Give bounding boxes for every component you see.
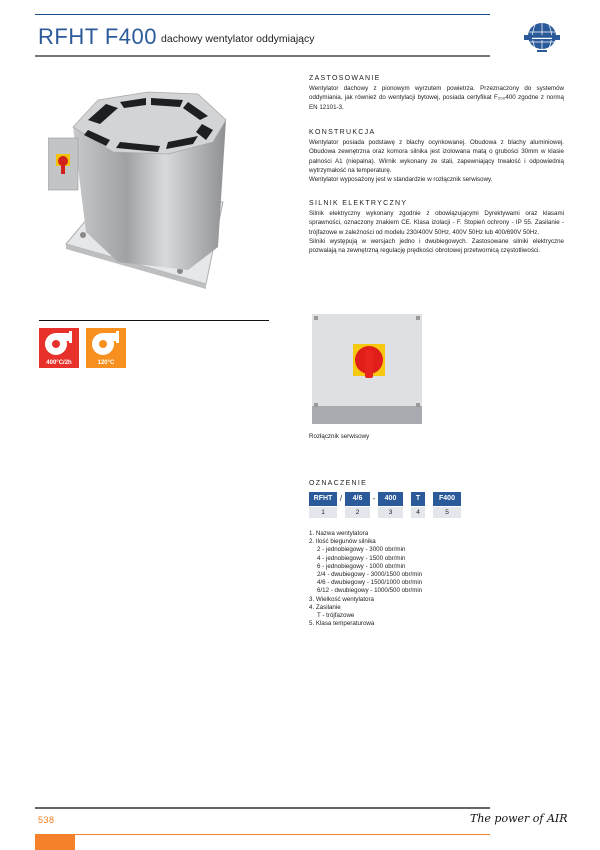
code-value: T <box>411 492 425 506</box>
product-name: RFHT F400 <box>38 24 158 49</box>
section-paragraph: Wentylator dachowy z pionowym wyrzutem powietrza. Przeznaczony do systemów oddymiania, jak również do wentylacji bytowej, posiada certyfikat F₂₀₀400 zgodne z normą EN 12101-3. <box>309 85 564 111</box>
code-cell-size <box>378 492 403 518</box>
section-heading: ZASTOSOWANIE <box>309 75 381 82</box>
service-switch-image <box>309 310 424 425</box>
code-index: 5 <box>433 507 461 518</box>
section-paragraph: Silniki występują w wersjach jedno i dwubiegowych. Zastosowane silniki elektryczne pozwalają na zewnętrzną regulację prędkości obrotowej przetwornicą częstotliwości. <box>309 237 564 255</box>
section-paragraph: Wentylator wyposażony jest w standardzie w rozłącznik serwisowy. <box>309 176 493 184</box>
code-separator: / <box>339 494 343 503</box>
code-separator: - <box>372 494 376 503</box>
code-cell-poles <box>345 492 370 518</box>
code-index: 3 <box>378 507 403 518</box>
section-paragraph: Wentylator posiada podstawę z blachy ocynkowanej. Obudowa z blachy aluminiowej. Obudowa zewnętrzna oraz komora silnika jest izolowana matą o grubości 30mm w klasie palności A1 (niepalna). Wirnik wykonany ze stali, zapewniający trwałość i odpowiednią wytrzymałość na temperaturę. <box>309 139 564 174</box>
left-divider <box>39 320 269 321</box>
legend-item: 1. Nazwa wentylatora <box>309 530 369 537</box>
code-index: 2 <box>345 507 370 518</box>
product-subtitle: dachowy wentylator oddymiający <box>161 33 315 45</box>
legend-subitem: 2 - jednobiegowy - 3000 obr/min <box>317 546 406 554</box>
switch-caption: Rozłącznik serwisowy <box>309 433 370 440</box>
legend-subitem: 4/6 - dwubiegowy - 1500/1000 obr/min <box>317 579 423 587</box>
section-heading: KONSTRUKCJA <box>309 129 376 136</box>
section-application <box>309 74 564 112</box>
code-value: 4/6 <box>345 492 370 506</box>
designation-code-row <box>309 492 461 518</box>
fan-temperature-icon <box>86 328 126 360</box>
section-motor <box>309 199 564 255</box>
code-index: 1 <box>309 507 337 518</box>
badge-label: 120°C <box>97 360 115 366</box>
legend-item: 4. Zasilanie <box>309 603 341 611</box>
footer-rule <box>35 807 490 809</box>
page-number: 538 <box>38 815 55 825</box>
page-title <box>38 24 315 52</box>
legend-subitem: 2/4 - dwubiegowy - 3000/1500 obr/min <box>317 571 423 579</box>
code-cell-supply <box>411 492 425 518</box>
legend-item: 5. Klasa temperaturowa <box>309 620 375 628</box>
code-cell-temp-class <box>433 492 461 518</box>
legend-subitem: T - trójfazowe <box>317 612 355 620</box>
badge-label: 400°C/2h <box>46 360 72 366</box>
footer-orange-line <box>35 834 490 835</box>
legend-subitem: 6 - jednobiegowy - 1000 obr/min <box>317 562 406 570</box>
code-value: RFHT <box>309 492 337 506</box>
code-value: F400 <box>433 492 461 506</box>
designation-title: OZNACZENIE <box>309 480 368 487</box>
code-index: 4 <box>411 507 425 518</box>
legend-item: 2. Ilość biegunów silnika <box>309 538 376 546</box>
fan-temperature-icon <box>39 328 79 360</box>
code-cell-name <box>309 492 337 518</box>
header-top-rule <box>35 14 490 15</box>
footer-orange-block <box>35 834 75 850</box>
svg-text:▬▬▬▬▬: ▬▬▬▬▬ <box>532 35 552 40</box>
tagline: The power of AIR <box>470 812 568 825</box>
section-heading: SILNIK ELEKTRYCZNY <box>309 200 408 207</box>
company-logo-icon <box>520 20 564 54</box>
header-bottom-rule <box>35 55 490 57</box>
badge-temp-120 <box>86 328 126 368</box>
legend-item: 3. Wielkość wentylatora <box>309 595 374 603</box>
fan-product-image <box>48 72 273 302</box>
legend-subitem: 4 - jednobiegowy - 1500 obr/min <box>317 554 406 562</box>
legend-subitem: 6/12 - dwubiegowy - 1000/500 obr/min <box>317 587 423 595</box>
designation-legend <box>309 530 422 628</box>
section-construction <box>309 128 564 184</box>
badge-temp-400 <box>39 328 79 368</box>
section-paragraph: Silnik elektryczny wykonany zgodnie z obowiązującymi Dyrektywami oraz klasami sprawności, oznaczony znakiem CE. Klasa izolacji - F. Stopień ochrony - IP 55. Zasilanie - trójfazowe w zależności od modelu 230/400V 50Hz, 400V 50Hz lub 400/690V 50Hz. <box>309 210 564 236</box>
code-value: 400 <box>378 492 403 506</box>
